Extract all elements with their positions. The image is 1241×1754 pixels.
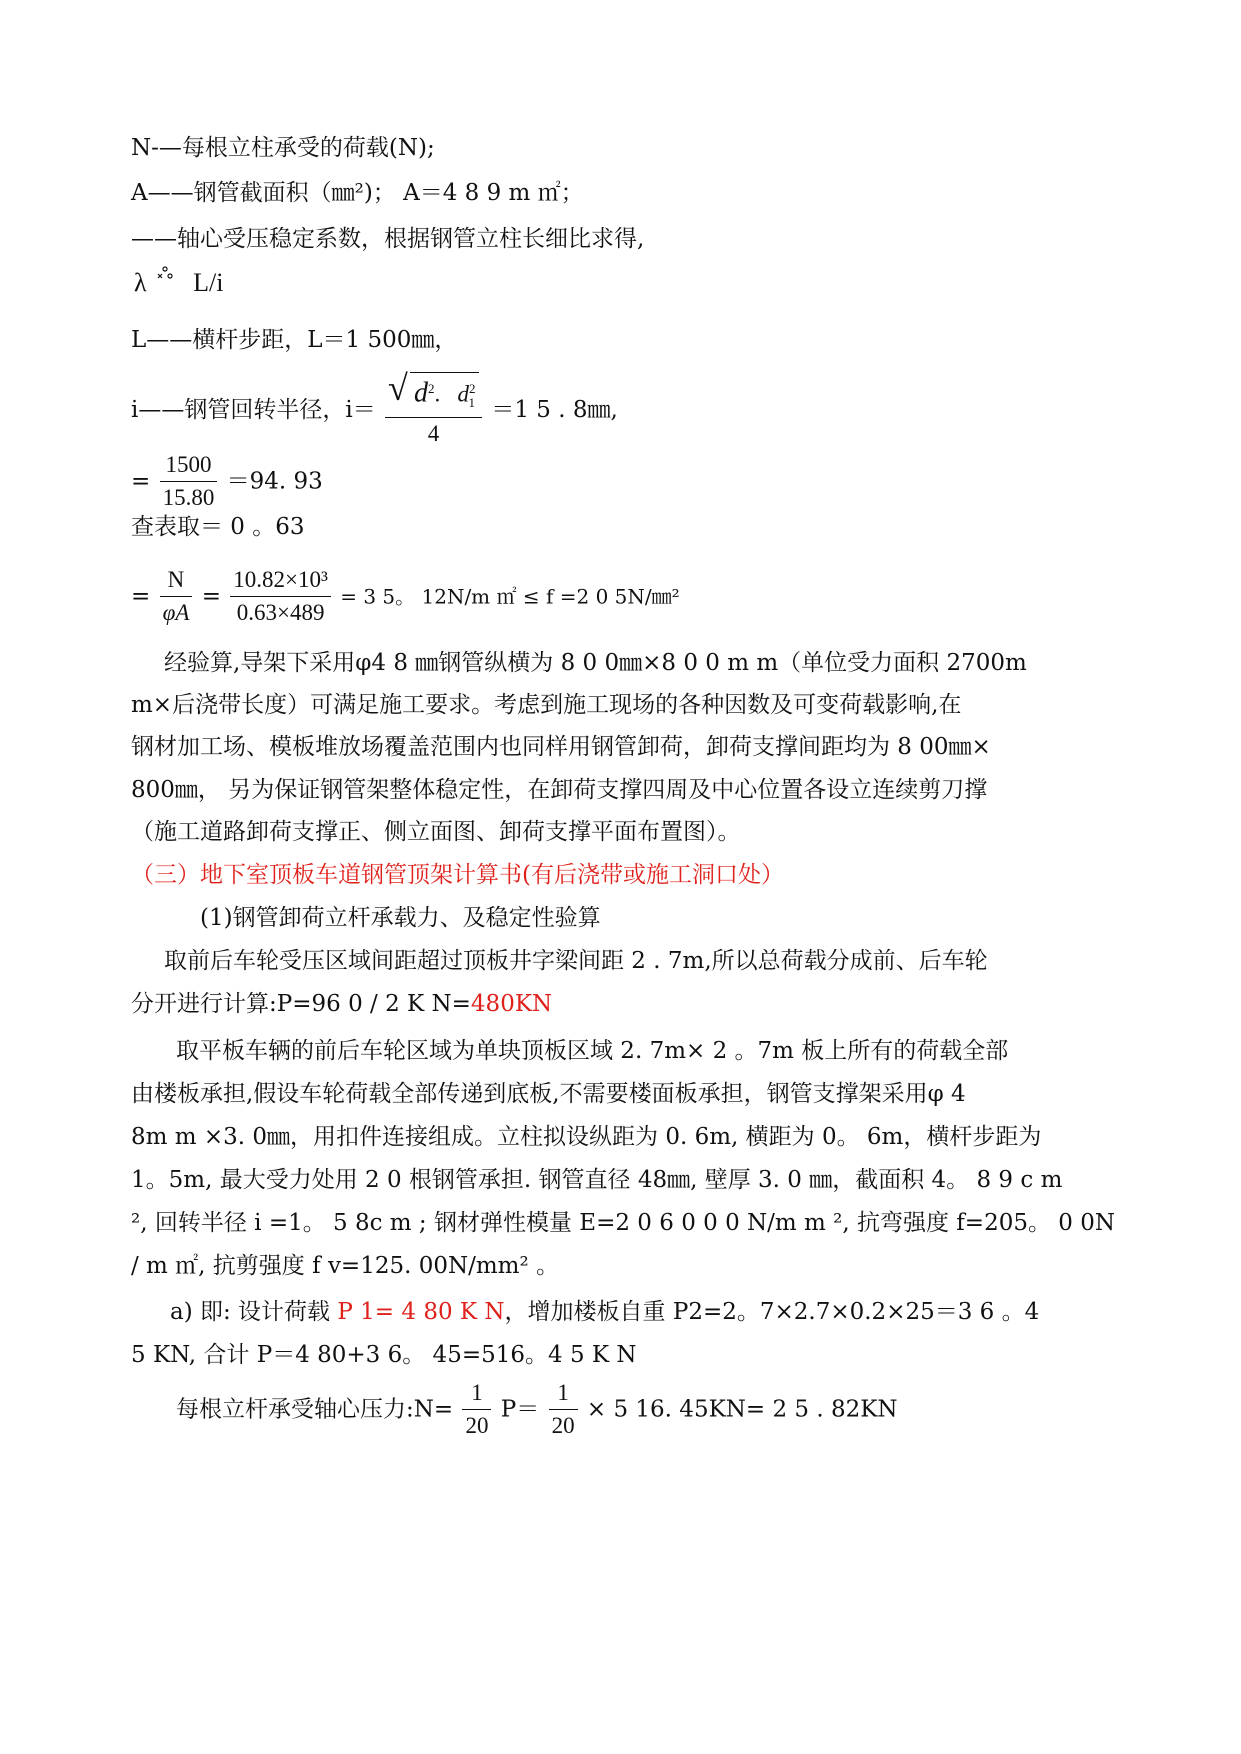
paragraph-1-line-4: 800㎜， 另为保证钢管架整体稳定性，在卸荷支撑四周及中心位置各设立连续剪刀撑 xyxy=(131,777,988,803)
subsection-heading: (1)钢管卸荷立杆承载力、及稳定性验算 xyxy=(200,905,601,931)
def-i-value: ＝1 5 . 8㎜, xyxy=(491,397,618,424)
paragraph-2-line-1: 取前后车轮受压区域间距超过顶板井字梁间距 2 . 7m,所以总荷载分成前、后车轮 xyxy=(164,948,988,974)
def-l: L——横杆步距，L＝1 500㎜， xyxy=(131,327,458,353)
def-i xyxy=(131,368,618,447)
def-n: N-—每根立柱承受的荷载(N); xyxy=(131,135,435,161)
axial-fraction-2: $\frac{1}{20}$ xyxy=(549,1379,578,1440)
axial-force-calc: 每根立杆承受轴心压力:N= $\frac{1}{20}$ P＝ $\frac{1}{20}$ × 5 16. 45KN= 2 5 . 82KN xyxy=(176,1380,898,1438)
lambda-symbol: λ xyxy=(134,268,147,297)
design-load-highlight: P 1= 4 80 K N xyxy=(337,1299,505,1325)
paragraph-1-line-3: 钢材加工场、模板堆放场覆盖范围内也同样用钢管卸荷，卸荷支撑间距均为 8 00㎜× xyxy=(131,734,991,760)
def-phi: ——轴心受压稳定系数，根据钢管立柱长细比求得, xyxy=(131,226,645,252)
stress-calc: = $\frac{N}{\varphi A}$ = $\frac{\text{10.82×10³}}{0.63\times 489}$ = 3 5。 12N/m ㎡ ≤ f =2 0 5N/㎜² xyxy=(131,567,680,625)
garbled-symbol-icon xyxy=(155,262,185,292)
paragraph-1-line-1: 经验算,导架下采用φ4 8 ㎜钢管纵横为 8 0 0㎜×8 0 0 m m（单位受力面积 2700m xyxy=(164,650,1027,676)
lookup-phi: 查表取＝ 0 。63 xyxy=(131,514,305,540)
paragraph-3-line-6: / m ㎡, 抗剪强度 f v=125. 00N/mm² 。 xyxy=(131,1253,560,1279)
paragraph-3-line-4: 1。5m, 最大受力处用 2 0 根钢管承担. 钢管直径 48㎜, 壁厚 3. 0 ㎜，截面积 4。 8 9 c m xyxy=(131,1167,1063,1193)
paragraph-4-line-1: a) 即: 设计荷载 P 1= 4 80 K N，增加楼板自重 P2=2。7×2.7×0.2×25＝3 6 。4 xyxy=(170,1299,1040,1325)
stress-fraction-2: $\frac{\text{10.82×10³}}{0.63\times 489}$ xyxy=(230,566,331,627)
paragraph-2-line-2: 分开进行计算:P=96 0 / 2 K N=480KN xyxy=(131,991,553,1017)
def-a: A——钢管截面积（㎜²)； A＝4 8 9 m ㎡； xyxy=(131,180,584,206)
lambda-calc: = $\frac{1500}{15.80}$ ＝94. 93 xyxy=(131,452,323,510)
lambda-formula xyxy=(134,268,223,298)
radius-fraction: √ $d^2$. $d^2_1$ 4 xyxy=(385,372,482,448)
paragraph-3-line-3: 8m m ×3. 0㎜，用扣件连接组成。立柱拟设纵距为 0. 6m, 横距为 0。 6m，横杆步距为 xyxy=(131,1124,1042,1150)
stress-fraction-1: $\frac{N}{\varphi A}$ xyxy=(160,566,193,627)
section-heading: （三）地下室顶板车道钢管顶架计算书(有后浇带或施工洞口处） xyxy=(131,862,784,888)
paragraph-3-line-1: 取平板车辆的前后车轮区域为单块顶板区域 2. 7m× 2 。7m 板上所有的荷载全部 xyxy=(176,1038,1009,1064)
def-i-label: i——钢管回转半径，i＝ xyxy=(131,397,376,424)
paragraph-4-line-2: 5 KN, 合计 P＝4 80+3 6。 45=516。4 5 K N xyxy=(131,1342,637,1368)
paragraph-1-line-2: m×后浇带长度）可满足施工要求。考虑到施工现场的各种因数及可变荷载影响,在 xyxy=(131,692,962,718)
paragraph-1-line-5: （施工道路卸荷支撑正、侧立面图、卸荷支撑平面布置图）。 xyxy=(131,819,741,845)
lambda-fraction: $\frac{1500}{15.80}$ xyxy=(160,451,218,512)
axial-fraction-1: $\frac{1}{20}$ xyxy=(462,1379,491,1440)
paragraph-3-line-2: 由楼板承担,假设车轮荷载全部传递到底板,不需要楼面板承担，钢管支撑架采用φ 4 xyxy=(131,1081,966,1107)
load-value-highlight: 480KN xyxy=(470,991,553,1017)
lambda-expression: L/i xyxy=(193,268,224,297)
paragraph-3-line-5: ², 回转半径 i =1。 5 8c m ; 钢材弹性模量 E=2 0 6 0 0 0 N/m m ², 抗弯强度 f=205。 0 0N xyxy=(131,1210,1115,1236)
